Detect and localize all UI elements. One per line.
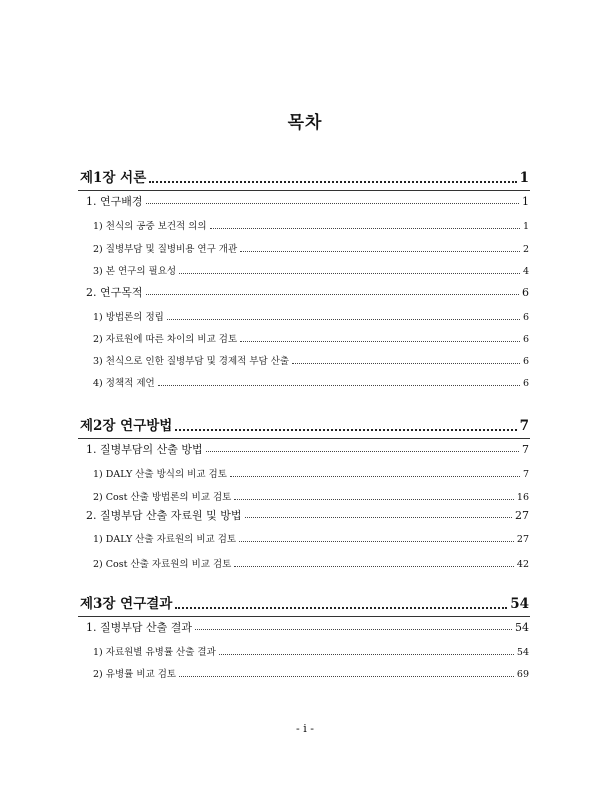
toc-item-page: 2 bbox=[522, 244, 529, 255]
toc-item-page: 7 bbox=[522, 469, 529, 480]
toc-item-label: 2) 유병률 비교 검토 bbox=[93, 669, 177, 680]
toc-item-label: 1) DALY 산출 자료원의 비교 검토 bbox=[93, 534, 237, 545]
dot-leader bbox=[179, 272, 520, 274]
toc-chapter[interactable] bbox=[80, 172, 529, 186]
toc-item-page: 4 bbox=[522, 266, 529, 277]
toc-section[interactable] bbox=[86, 622, 529, 633]
toc-item[interactable] bbox=[93, 357, 529, 367]
dot-leader bbox=[234, 498, 514, 500]
chapter-divider bbox=[78, 438, 530, 439]
toc-item-label: 3) 본 연구의 필요성 bbox=[93, 266, 177, 277]
toc-item[interactable] bbox=[93, 535, 529, 545]
toc-item-label: 1) 자료원별 유병률 산출 결과 bbox=[93, 647, 216, 658]
toc-chapter-page: 54 bbox=[510, 596, 529, 612]
dot-leader bbox=[239, 540, 514, 542]
toc-item-label: 2) Cost 산출 자료원의 비교 검토 bbox=[93, 559, 232, 570]
toc-section-label: 1. 연구배경 bbox=[86, 195, 143, 208]
toc-section-label: 1. 질병부담의 산출 방법 bbox=[86, 443, 203, 456]
toc-item-label: 2) 질병부담 및 질병비용 연구 개관 bbox=[93, 244, 238, 255]
toc-item-label: 2) 자료원에 따른 차이의 비교 검토 bbox=[93, 334, 238, 345]
toc-section-page: 6 bbox=[522, 286, 529, 299]
dot-leader bbox=[206, 450, 519, 452]
toc-item-page: 27 bbox=[516, 534, 529, 545]
toc-item[interactable] bbox=[93, 470, 529, 480]
toc-section[interactable] bbox=[86, 444, 529, 455]
toc-section[interactable] bbox=[86, 287, 529, 298]
dot-leader bbox=[195, 628, 512, 630]
toc-chapter-label: 제1장 서론 bbox=[80, 170, 147, 186]
toc-item[interactable] bbox=[93, 670, 529, 680]
toc-section[interactable] bbox=[86, 196, 529, 207]
toc-section-label: 2. 연구목적 bbox=[86, 286, 143, 299]
dot-leader bbox=[210, 227, 520, 229]
dot-leader bbox=[240, 250, 520, 252]
toc-item[interactable] bbox=[93, 560, 529, 570]
chapter-divider bbox=[78, 616, 530, 617]
toc-item[interactable] bbox=[93, 493, 529, 503]
dot-leader bbox=[146, 293, 520, 295]
toc-item-label: 1) DALY 산출 방식의 비교 검토 bbox=[93, 469, 227, 480]
toc-item-label: 1) 방법론의 정립 bbox=[93, 312, 164, 323]
toc-item-label: 3) 천식으로 인한 질병부담 및 경제적 부담 산출 bbox=[93, 356, 290, 367]
toc-item-page: 6 bbox=[522, 378, 529, 389]
toc-item-page: 6 bbox=[522, 334, 529, 345]
toc-chapter-page: 7 bbox=[519, 418, 529, 434]
toc-item[interactable] bbox=[93, 267, 529, 277]
toc-section-page: 1 bbox=[522, 195, 529, 208]
toc-item-label: 4) 정책적 제언 bbox=[93, 378, 155, 389]
toc-item[interactable] bbox=[93, 648, 529, 658]
dot-leader bbox=[230, 475, 520, 477]
toc-chapter-label: 제3장 연구결과 bbox=[80, 596, 173, 612]
dot-leader bbox=[175, 428, 516, 431]
dot-leader bbox=[179, 675, 514, 677]
toc-item-page: 16 bbox=[516, 492, 529, 503]
toc-item[interactable] bbox=[93, 222, 529, 232]
toc-chapter-page: 1 bbox=[519, 170, 529, 186]
toc-section[interactable] bbox=[86, 510, 529, 521]
toc-item-page: 6 bbox=[522, 312, 529, 323]
page-title: 목차 bbox=[287, 113, 323, 133]
toc-section-label: 2. 질병부담 산출 자료원 및 방법 bbox=[86, 509, 242, 522]
page-number-footer: - i - bbox=[296, 722, 314, 735]
toc-section-page: 27 bbox=[515, 509, 529, 522]
dot-leader bbox=[234, 565, 514, 567]
toc-item-label: 2) Cost 산출 방법론의 비교 검토 bbox=[93, 492, 232, 503]
dot-leader bbox=[292, 362, 520, 364]
toc-item-page: 1 bbox=[522, 221, 529, 232]
toc-item-label: 1) 천식의 공중 보건적 의의 bbox=[93, 221, 207, 232]
dot-leader bbox=[146, 202, 520, 204]
toc-item[interactable] bbox=[93, 313, 529, 323]
dot-leader bbox=[175, 606, 507, 609]
toc-section-label: 1. 질병부담 산출 결과 bbox=[86, 621, 192, 634]
toc-item-page: 42 bbox=[516, 559, 529, 570]
toc-item-page: 69 bbox=[516, 669, 529, 680]
dot-leader bbox=[149, 180, 516, 183]
toc-item[interactable] bbox=[93, 379, 529, 389]
dot-leader bbox=[158, 384, 520, 386]
toc-section-page: 7 bbox=[522, 443, 529, 456]
dot-leader bbox=[167, 318, 520, 320]
toc-item-page: 6 bbox=[522, 356, 529, 367]
toc-chapter[interactable] bbox=[80, 420, 529, 434]
toc-item-page: 54 bbox=[516, 647, 529, 658]
dot-leader bbox=[240, 340, 520, 342]
dot-leader bbox=[219, 653, 514, 655]
toc-chapter[interactable] bbox=[80, 598, 529, 612]
chapter-divider bbox=[78, 190, 530, 191]
toc-chapter-label: 제2장 연구방법 bbox=[80, 418, 173, 434]
toc-section-page: 54 bbox=[515, 621, 529, 634]
toc-item[interactable] bbox=[93, 335, 529, 345]
dot-leader bbox=[245, 516, 513, 518]
toc-item[interactable] bbox=[93, 245, 529, 255]
